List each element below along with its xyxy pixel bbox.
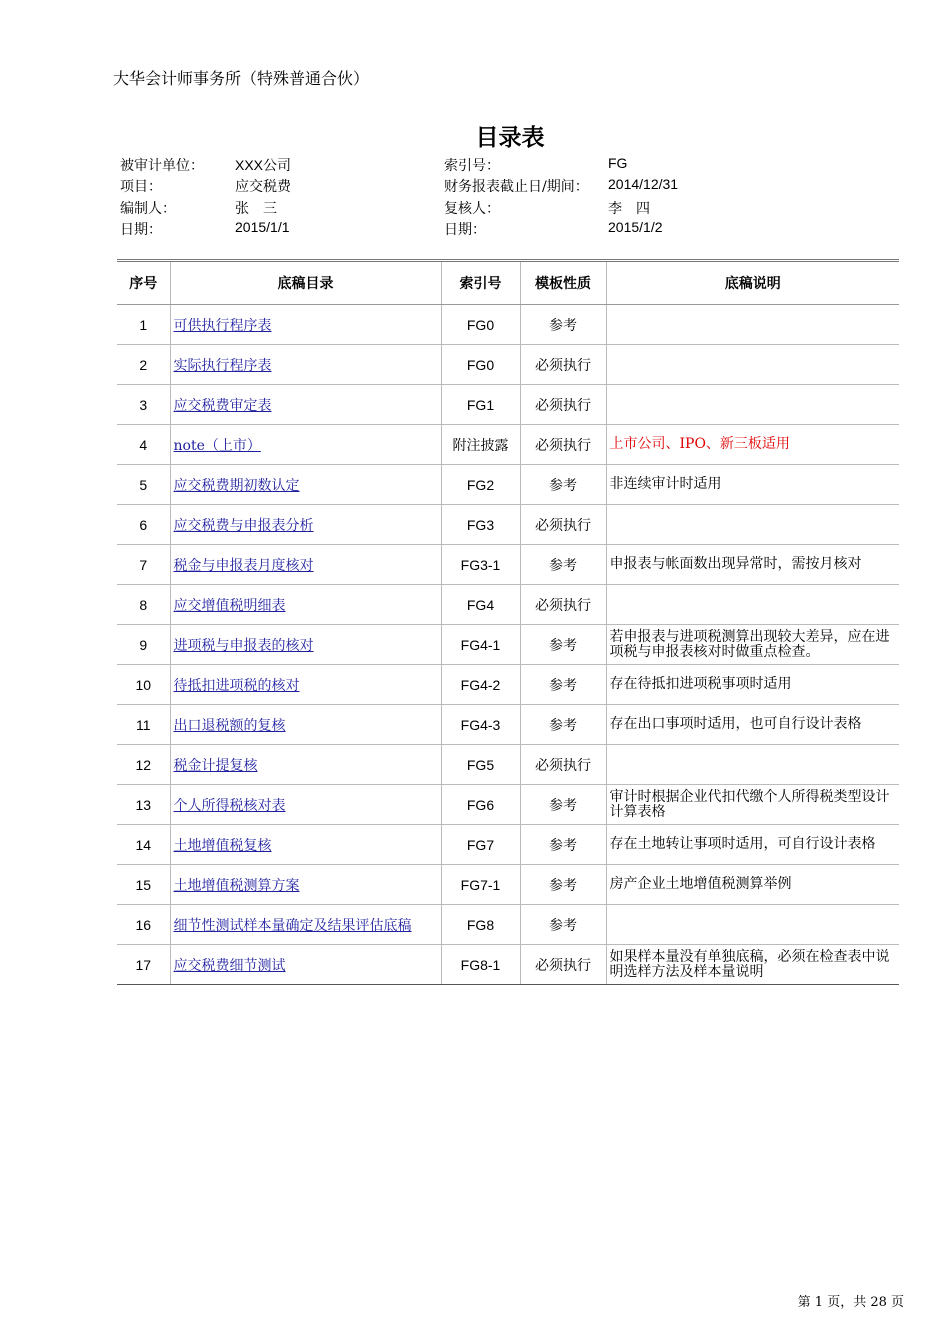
workpaper-description: 上市公司、IPO、新三板适用 (606, 425, 899, 465)
table-row (117, 865, 899, 905)
audited-unit-label: 被审计单位： (120, 158, 204, 174)
workpaper-description (606, 745, 899, 785)
project-label: 项目： (120, 179, 162, 195)
row-number: 1 (117, 305, 170, 345)
template-type: 必须执行 (520, 385, 606, 425)
table-row (117, 785, 899, 825)
template-type: 参考 (520, 905, 606, 945)
index-code: FG3-1 (441, 545, 520, 585)
template-type: 必须执行 (520, 425, 606, 465)
workpaper-link[interactable]: 应交增值税明细表 (173, 597, 286, 614)
date-value: 2015/1/1 (235, 219, 290, 235)
template-type: 必须执行 (520, 585, 606, 625)
row-number: 2 (117, 345, 170, 385)
workpaper-link[interactable]: 出口退税额的复核 (173, 717, 286, 734)
workpaper-link[interactable]: 应交税费审定表 (173, 397, 272, 414)
header-name: 底稿目录 (170, 261, 441, 305)
template-type: 必须执行 (520, 505, 606, 545)
workpaper-link[interactable]: 应交税费细节测试 (173, 957, 286, 974)
index-code: FG0 (441, 305, 520, 345)
workpaper-link[interactable]: 进项税与申报表的核对 (173, 637, 314, 654)
workpaper-link[interactable]: 土地增值税复核 (173, 837, 272, 854)
workpaper-description (606, 505, 899, 545)
workpaper-description: 房产企业土地增值税测算举例 (606, 865, 899, 905)
period-label: 财务报表截止日/期间： (444, 179, 589, 195)
row-number: 12 (117, 745, 170, 785)
workpaper-description (606, 305, 899, 345)
table-row (117, 305, 899, 345)
index-code: FG8 (441, 905, 520, 945)
index-value: FG (608, 155, 628, 171)
header-desc: 底稿说明 (606, 261, 899, 305)
row-number: 5 (117, 465, 170, 505)
template-type: 参考 (520, 705, 606, 745)
template-type: 参考 (520, 825, 606, 865)
workpaper-link[interactable]: 细节性测试样本量确定及结果评估底稿 (173, 917, 412, 934)
workpaper-description: 如果样本量没有单独底稿，必须在检查表中说明选样方法及样本量说明 (606, 945, 899, 985)
workpaper-link[interactable]: 实际执行程序表 (173, 357, 272, 374)
row-number: 10 (117, 665, 170, 705)
table-row (117, 945, 899, 985)
workpaper-cell (170, 585, 441, 625)
date-label: 日期： (120, 222, 162, 238)
row-number: 7 (117, 545, 170, 585)
firm-name: 大华会计师事务所（特殊普通合伙） (113, 69, 370, 88)
header-index: 索引号 (441, 261, 520, 305)
template-type: 参考 (520, 465, 606, 505)
row-number: 4 (117, 425, 170, 465)
row-number: 13 (117, 785, 170, 825)
index-code: FG8-1 (441, 945, 520, 985)
index-code: FG4-3 (441, 705, 520, 745)
index-code: FG1 (441, 385, 520, 425)
table-row (117, 425, 899, 465)
page-number: 第 1 页，共 28 页 (797, 1295, 904, 1310)
index-code: FG4-1 (441, 625, 520, 665)
template-type: 必须执行 (520, 745, 606, 785)
index-code: FG7 (441, 825, 520, 865)
index-label: 索引号： (444, 158, 500, 174)
index-code: 附注披露 (441, 425, 520, 465)
workpaper-cell (170, 785, 441, 825)
table-row (117, 705, 899, 745)
index-code: FG6 (441, 785, 520, 825)
row-number: 16 (117, 905, 170, 945)
preparer-label: 编制人： (120, 201, 176, 217)
table-row (117, 465, 899, 505)
workpaper-cell (170, 465, 441, 505)
table-row (117, 905, 899, 945)
workpaper-description: 存在土地转让事项时适用，可自行设计表格 (606, 825, 899, 865)
table-row (117, 385, 899, 425)
reviewer-label: 复核人： (444, 201, 500, 217)
reviewer-value: 李 四 (608, 200, 650, 216)
table-row (117, 545, 899, 585)
template-type: 必须执行 (520, 345, 606, 385)
header-seq: 序号 (117, 261, 170, 305)
workpaper-cell (170, 825, 441, 865)
row-number: 6 (117, 505, 170, 545)
index-code: FG4 (441, 585, 520, 625)
index-code: FG2 (441, 465, 520, 505)
review-date-value: 2015/1/2 (608, 219, 663, 235)
workpaper-description (606, 585, 899, 625)
workpaper-description: 审计时根据企业代扣代缴个人所得税类型设计计算表格 (606, 785, 899, 825)
row-number: 11 (117, 705, 170, 745)
workpaper-cell (170, 425, 441, 465)
table-row (117, 625, 899, 665)
workpaper-description: 存在出口事项时适用，也可自行设计表格 (606, 705, 899, 745)
period-value: 2014/12/31 (608, 176, 679, 192)
workpaper-cell (170, 345, 441, 385)
table-row (117, 345, 899, 385)
template-type: 参考 (520, 305, 606, 345)
workpaper-description: 非连续审计时适用 (606, 465, 899, 505)
row-number: 14 (117, 825, 170, 865)
index-code: FG7-1 (441, 865, 520, 905)
index-code: FG4-2 (441, 665, 520, 705)
workpaper-cell (170, 865, 441, 905)
template-type: 参考 (520, 625, 606, 665)
row-number: 8 (117, 585, 170, 625)
workpaper-link[interactable]: 个人所得税核对表 (173, 797, 286, 814)
workpaper-cell (170, 705, 441, 745)
workpaper-cell (170, 625, 441, 665)
review-date-label: 日期： (444, 222, 486, 238)
row-number: 17 (117, 945, 170, 985)
table-row (117, 585, 899, 625)
preparer-value: 张 三 (235, 200, 277, 216)
workpaper-link[interactable]: 待抵扣进项税的核对 (173, 677, 300, 694)
workpaper-cell (170, 745, 441, 785)
table-row (117, 505, 899, 545)
workpaper-description (606, 345, 899, 385)
workpaper-cell (170, 385, 441, 425)
template-type: 参考 (520, 545, 606, 585)
template-type: 参考 (520, 665, 606, 705)
workpaper-description: 申报表与帐面数出现异常时，需按月核对 (606, 545, 899, 585)
table-row (117, 825, 899, 865)
row-number: 9 (117, 625, 170, 665)
project-value: 应交税费 (235, 178, 291, 194)
workpaper-link[interactable]: 应交税费与申报表分析 (173, 517, 314, 534)
workpaper-link[interactable]: note（上市） (173, 437, 261, 454)
template-type: 参考 (520, 785, 606, 825)
workpaper-cell (170, 545, 441, 585)
index-code: FG5 (441, 745, 520, 785)
workpaper-cell (170, 305, 441, 345)
table-row (117, 665, 899, 705)
workpaper-description (606, 385, 899, 425)
workpaper-cell (170, 945, 441, 985)
index-code: FG0 (441, 345, 520, 385)
row-number: 3 (117, 385, 170, 425)
table-row (117, 745, 899, 785)
workpaper-link[interactable]: 税金计提复核 (173, 757, 258, 774)
workpaper-cell (170, 905, 441, 945)
workpaper-cell (170, 665, 441, 705)
workpaper-link[interactable]: 应交税费期初数认定 (173, 477, 300, 494)
workpaper-description: 若申报表与进项税测算出现较大差异，应在进项税与申报表核对时做重点检查。 (606, 625, 899, 665)
template-type: 必须执行 (520, 945, 606, 985)
row-number: 15 (117, 865, 170, 905)
workpaper-description (606, 905, 899, 945)
workpaper-cell (170, 505, 441, 545)
toc-table (117, 259, 899, 985)
page-title: 目录表 (475, 125, 545, 151)
audited-unit-value: XXX公司 (235, 157, 292, 173)
header-type: 模板性质 (520, 261, 606, 305)
workpaper-link[interactable]: 可供执行程序表 (173, 317, 272, 334)
workpaper-description: 存在待抵扣进项税事项时适用 (606, 665, 899, 705)
template-type: 参考 (520, 865, 606, 905)
workpaper-link[interactable]: 税金与申报表月度核对 (173, 557, 314, 574)
table-header-row (117, 261, 899, 305)
index-code: FG3 (441, 505, 520, 545)
workpaper-link[interactable]: 土地增值税测算方案 (173, 877, 300, 894)
